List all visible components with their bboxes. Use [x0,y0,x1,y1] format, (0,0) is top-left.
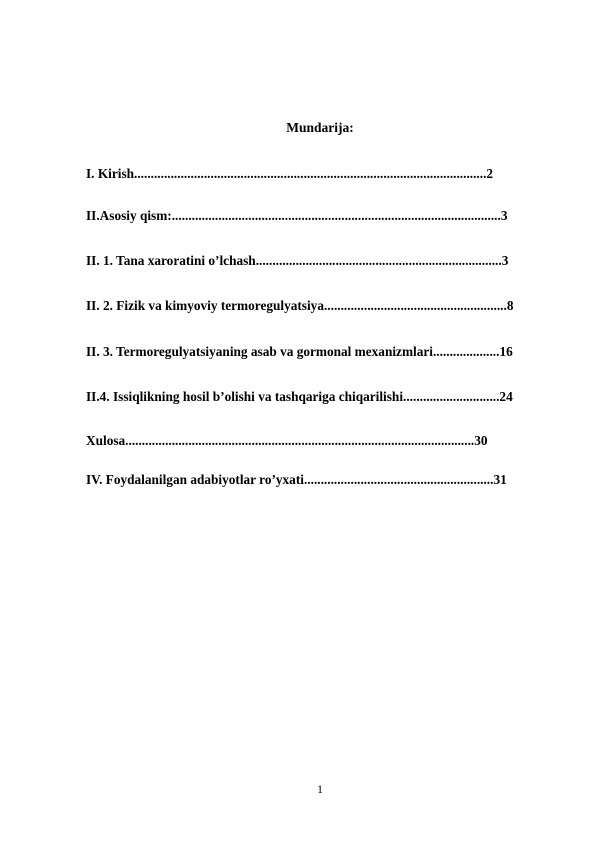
toc-entry-kirish[interactable] [86,165,493,183]
toc-entry-xulosa[interactable] [86,432,488,450]
toc-leader-dots: ....................................................... [323,298,507,313]
toc-entry-text: II.4. Issiqlikning hosil bʼolishi va tashqariga chiqarilishi [86,389,404,404]
toc-entry-asab-gormonal[interactable] [86,343,513,361]
toc-entry-text: II. 3. Termoregulyatsiyaning asab va gormonal mexanizmlari [86,344,433,359]
toc-entry-text: II. 2. Fizik va kimyoviy termoregulyatsiya [86,298,324,313]
toc-page-number: 2 [486,166,494,181]
toc-title: Mundarija: [286,120,354,135]
toc-entry-fizik-kimyoviy[interactable] [86,297,513,315]
toc-entry-adabiyotlar[interactable] [86,471,507,489]
toc-page-number: 16 [499,344,513,359]
toc-page-number: 3 [501,253,509,268]
toc-entry-tana-xaroratini[interactable] [86,252,508,270]
toc-leader-dots: .......................................................................... [255,253,502,268]
toc-leader-dots: ......................................................... [303,472,494,487]
toc-entry-text: IV. Foydalanilgan adabiyotlar ro’yxati [86,472,304,487]
toc-entry-text: Xulosa [86,433,126,448]
page-number: 1 [317,782,323,796]
toc-entry-text: II. 1. Tana xaroratini o’lchash [86,253,256,268]
toc-leader-dots: .......................................................................................................... [134,166,487,181]
toc-leader-dots: .................... [432,344,500,359]
toc-page-number: 30 [474,433,488,448]
toc-page-number: 31 [493,472,507,487]
toc-leader-dots: ............................. [403,389,500,404]
toc-page-number: 8 [506,298,514,313]
toc-page-number: 3 [500,208,508,223]
toc-page-number: 24 [499,389,513,404]
toc-entry-asosiy-qism[interactable] [86,207,507,225]
toc-entry-issiqlik[interactable] [86,388,513,406]
toc-entry-text: I. Kirish [86,166,135,181]
toc-entry-text: II.Asosiy qism: [86,208,172,223]
toc-leader-dots: ......................................................................................................... [125,433,475,448]
toc-leader-dots: ................................................................................................... [171,208,501,223]
